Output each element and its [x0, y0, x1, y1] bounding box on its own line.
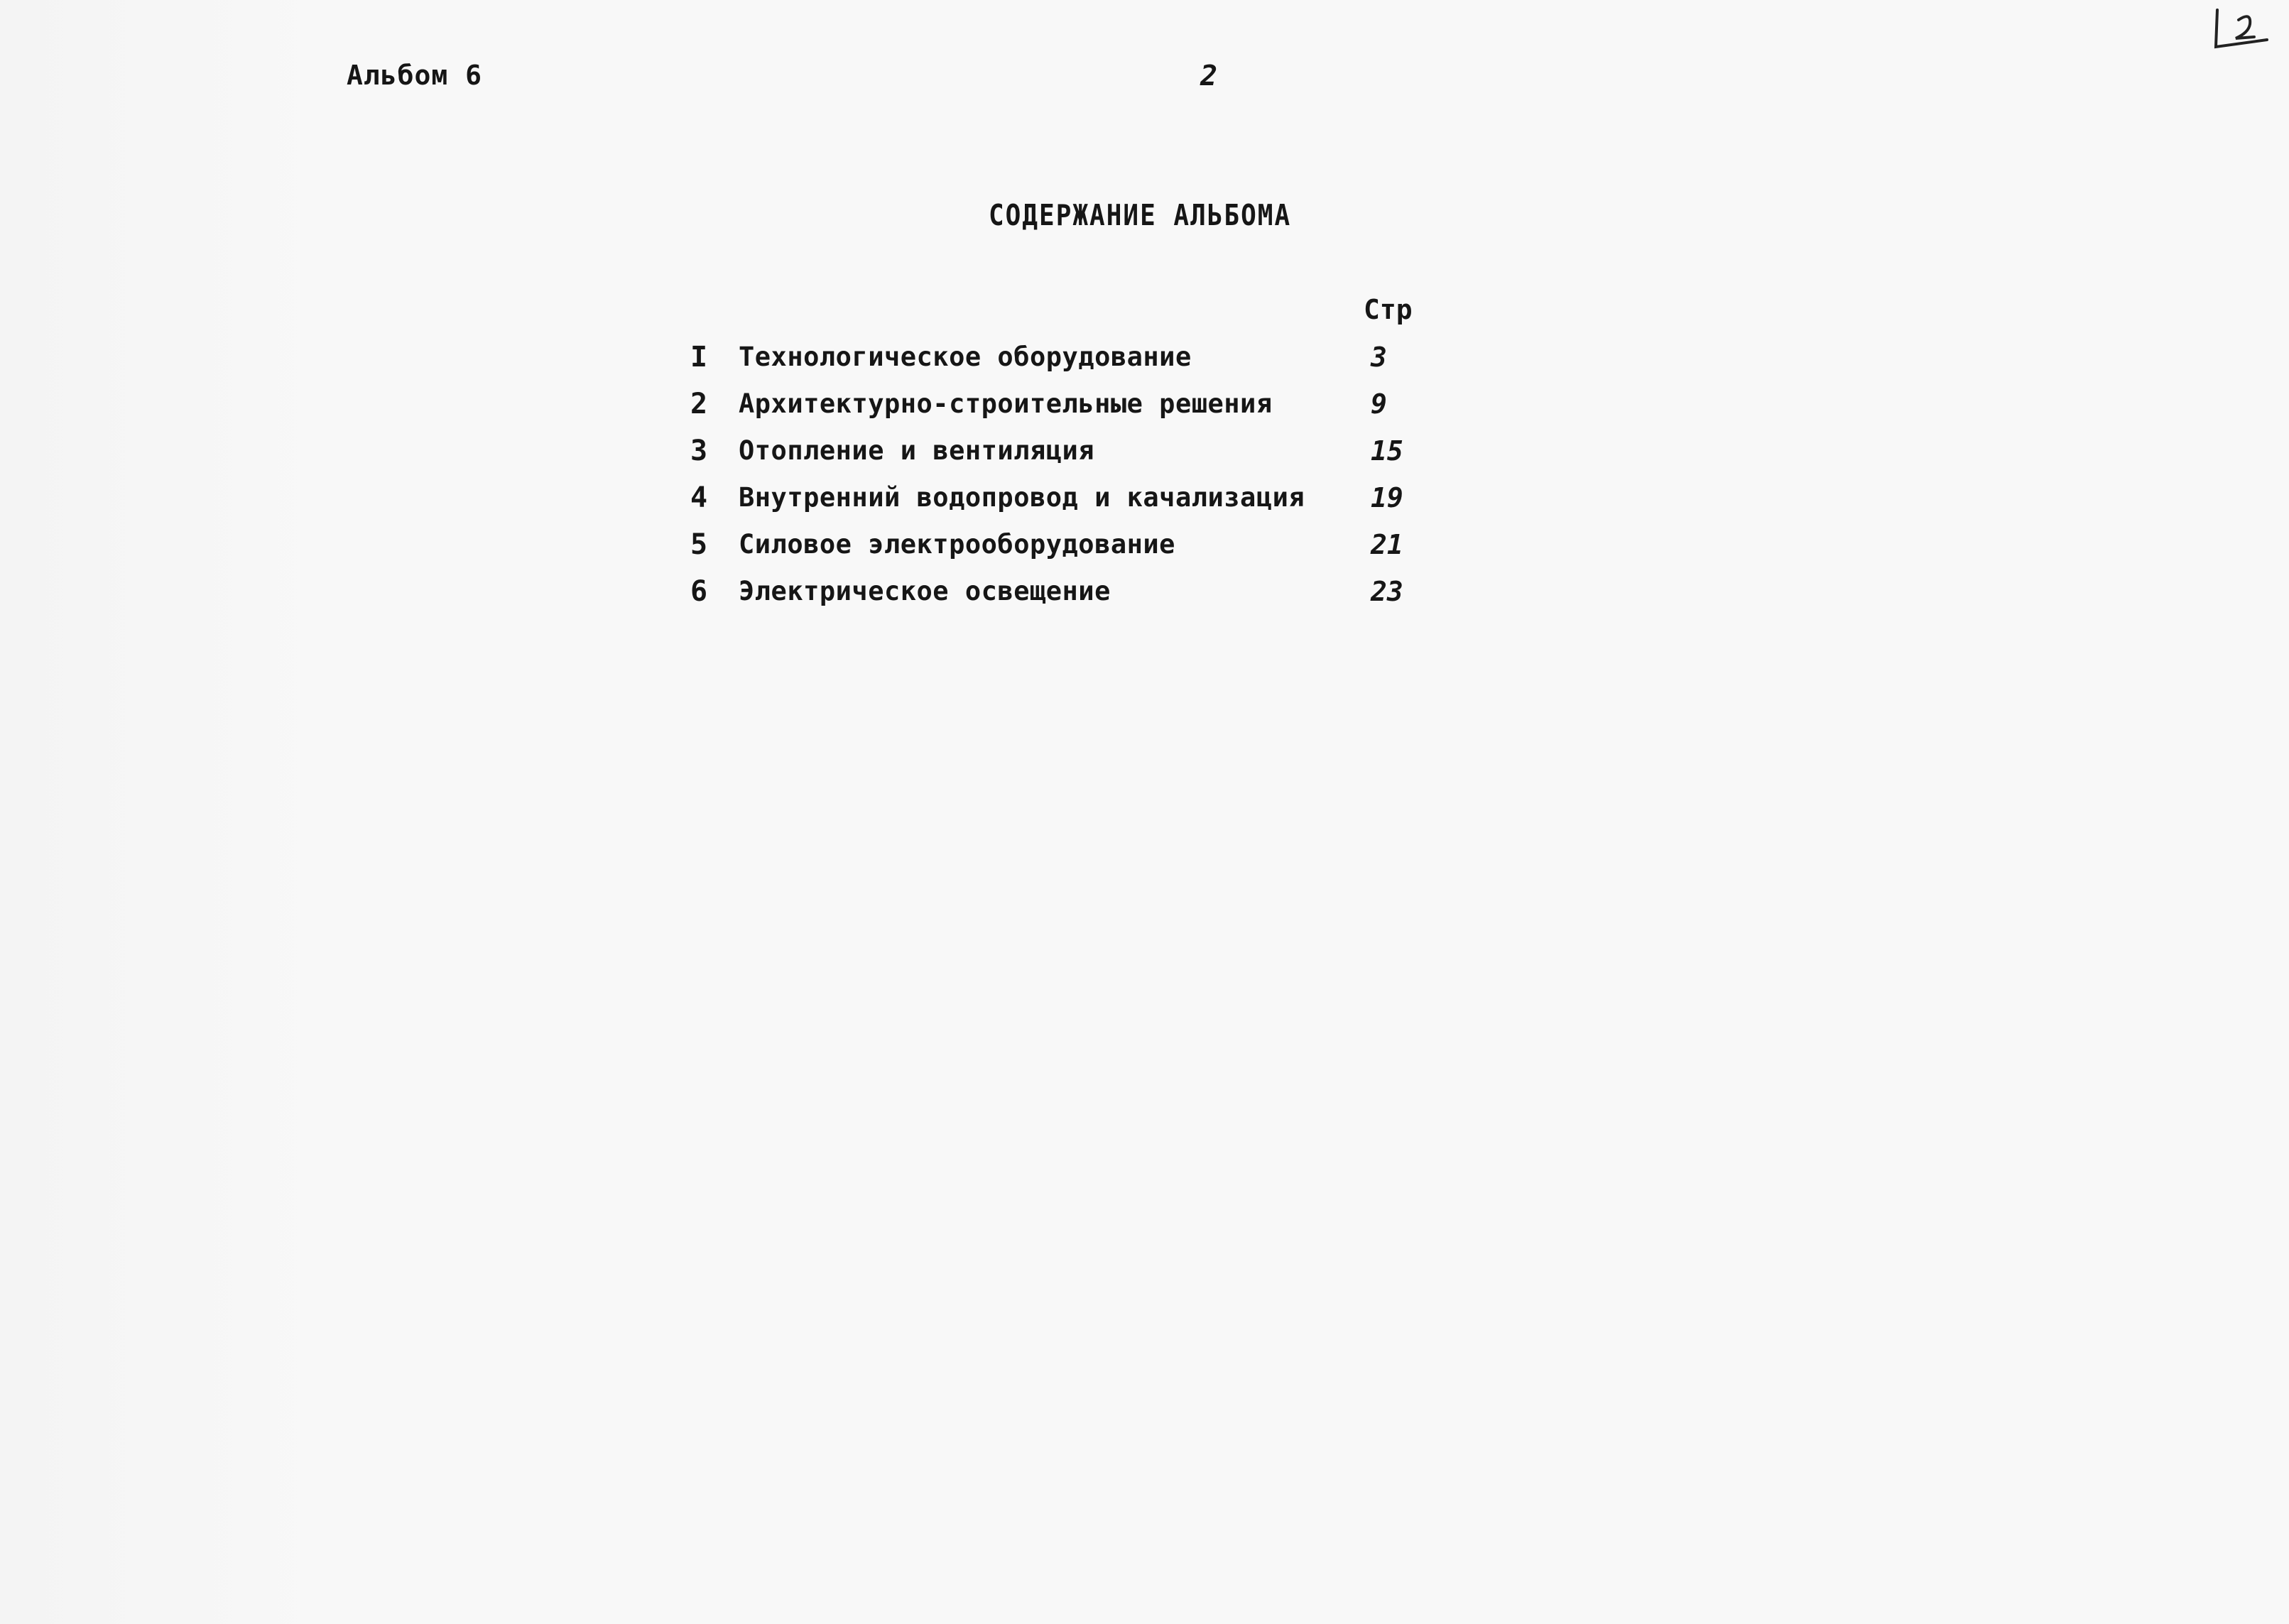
toc-item-title: Силовое электрооборудование	[739, 529, 1175, 560]
toc-row	[689, 527, 1442, 574]
handwritten-page-mark	[2210, 4, 2274, 55]
album-label: Альбом 6	[347, 60, 483, 91]
toc-item-number: 4	[690, 481, 708, 514]
table-of-contents	[689, 339, 1442, 621]
page-number: 2	[1200, 60, 1218, 92]
toc-item-page: 23	[1371, 576, 1403, 607]
toc-item-number: 5	[690, 528, 708, 561]
handwritten-mark-icon	[2210, 4, 2274, 55]
toc-item-number: 3	[690, 435, 708, 467]
toc-item-title: Архитектурно-строительные решения	[739, 388, 1273, 419]
toc-row	[689, 339, 1442, 386]
toc-item-page: 21	[1371, 529, 1403, 560]
page-column-header: Стр	[1364, 294, 1413, 325]
toc-item-title: Электрическое освещение	[739, 576, 1111, 606]
toc-row	[689, 386, 1442, 433]
toc-item-page: 15	[1371, 435, 1403, 467]
toc-item-page: 9	[1371, 388, 1387, 420]
toc-row	[689, 433, 1442, 480]
toc-item-page: 19	[1371, 482, 1403, 513]
toc-item-page: 3	[1371, 342, 1387, 373]
toc-row	[689, 480, 1442, 527]
toc-item-title: Отопление и вентиляция	[739, 435, 1095, 466]
toc-item-title: Технологическое оборудование	[739, 342, 1192, 372]
scan-shade	[0, 0, 341, 1624]
toc-item-number: 2	[690, 388, 708, 420]
toc-item-title: Внутренний водопровод и качализация	[739, 482, 1305, 513]
page-title: СОДЕРЖАНИЕ АЛЬБОМА	[989, 199, 1292, 233]
toc-row	[689, 574, 1442, 621]
toc-item-number: 6	[690, 575, 708, 608]
toc-item-number: I	[690, 341, 708, 374]
